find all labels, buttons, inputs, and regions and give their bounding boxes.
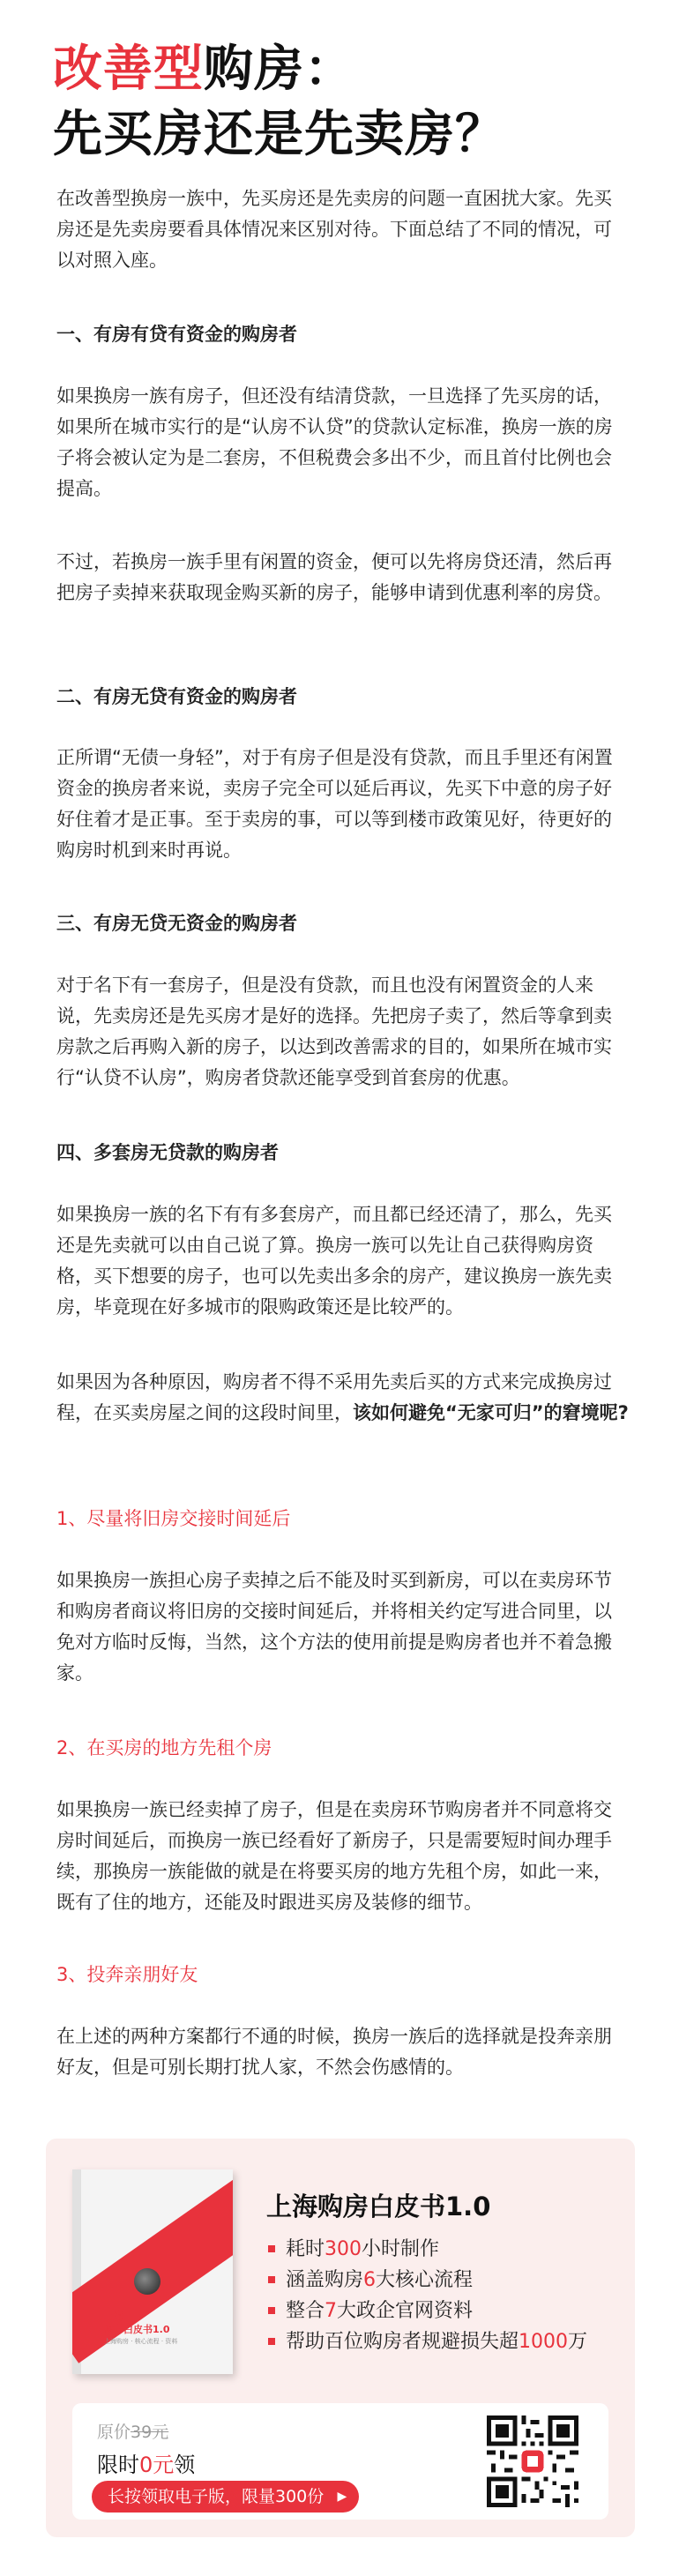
tip-3-heading: 3、投奔亲朋好友 <box>56 1964 198 1985</box>
limited-offer-prefix: 限时 <box>97 2453 139 2477</box>
section-3-paragraph: 对于名下有一套房子，但是没有贷款，而且也没有闲置资金的人来说，先卖房还是先买房才是好的选择。先把房子卖了，然后等拿到卖房款之后再购入新的房子，以达到改善需求的目的，如果所在城市实行“认贷不认房”，购房者贷款还能享受到首套房的优惠。 <box>56 974 612 1088</box>
section-2-paragraph: 正所谓“无债一身轻”，对于有房子但是没有贷款，而且手里还有闲置资金的换房者来说，卖房子完全可以延后再议，先买下中意的房子好好住着才是正事。至于卖房的事，可以等到楼市政策见好，待更好的购房时机到来时再说。 <box>56 747 613 861</box>
section-2-heading: 二、有房无贷有资金的购房者 <box>56 686 297 707</box>
section-4-question: 该如何避免“无家可归”的窘境呢? <box>353 1402 629 1423</box>
qr-code-icon[interactable] <box>487 2415 578 2507</box>
feature-highlight: 7 <box>325 2300 338 2322</box>
title-highlight: 改善型 <box>53 41 204 98</box>
feature-text: 耗时 <box>286 2238 325 2260</box>
section-4-paragraph-2-text: 如果因为各种原因，购房者不得不采用先卖后买的方式来完成换房过程，在买卖房屋之间的这段时间里， <box>56 1371 612 1423</box>
tip-2-heading: 2、在买房的地方先租个房 <box>56 1737 272 1758</box>
promo-offer-panel <box>72 2403 608 2520</box>
section-4-paragraph-2 <box>56 1367 630 1429</box>
feature-highlight: 6 <box>363 2269 377 2291</box>
book-ball-icon <box>134 2268 160 2295</box>
intro-paragraph: 在改善型换房一族中，先买房还是先卖房的问题一直困扰大家。先买房还是先卖房要看具体情况来区别对待。下面总结了不同的情况，可以对照入座。 <box>56 188 612 271</box>
original-price-value: 39元 <box>131 2423 169 2442</box>
book-subtitle: 上海购房 · 核心流程 · 资料 <box>104 2338 178 2345</box>
claim-ebook-label: 长按领取电子版，限量300份 <box>108 2487 325 2506</box>
section-1-heading: 一、有房有贷有资金的购房者 <box>56 324 297 345</box>
title-line-2: 先买房还是先卖房？ <box>53 106 505 163</box>
feature-text: 大核心流程 <box>376 2269 474 2291</box>
promo-feature-item <box>266 2265 587 2296</box>
promo-feature-item <box>266 2326 587 2357</box>
feature-text: 小时制作 <box>362 2238 440 2260</box>
claim-ebook-button[interactable] <box>92 2481 359 2513</box>
original-price <box>97 2419 168 2443</box>
book-title-line-2: 购房白皮书1.0 <box>104 2324 170 2335</box>
whitepaper-promo-card[interactable] <box>46 2139 635 2537</box>
promo-feature-list <box>266 2234 587 2357</box>
tip-3-paragraph: 在上述的两种方案都行不通的时候，换房一族后的选择就是投奔亲朋好友，但是可别长期打扰人家，不然会伤感情的。 <box>56 2026 612 2078</box>
promo-card-title: 上海购房白皮书1.0 <box>266 2191 491 2221</box>
feature-text: 涵盖购房 <box>286 2269 364 2291</box>
whitepaper-book-cover <box>72 2169 233 2374</box>
book-title-line-1: 上海 <box>104 2311 123 2322</box>
limited-offer <box>97 2447 195 2478</box>
article-title <box>53 37 653 168</box>
feature-highlight: 300 <box>325 2238 362 2260</box>
feature-text: 大政企官网资料 <box>337 2300 474 2322</box>
feature-text: 整合 <box>286 2300 325 2322</box>
tip-2-paragraph: 如果换房一族已经卖掉了房子，但是在卖房环节购房者并不同意将交房时间延后，而换房一族已经看好了新房子，只是需要短时间办理手续，那换房一族能做的就是在将要买房的地方先租个房，如此一来，既有了住的地方，还能及时跟进买房及装修的细节。 <box>56 1799 612 1913</box>
limited-offer-suffix: 领 <box>174 2453 196 2477</box>
tip-1-heading: 1、尽量将旧房交接时间延后 <box>56 1508 291 1529</box>
section-4-heading: 四、多套房无贷款的购房者 <box>56 1142 279 1163</box>
section-1-paragraph-1: 如果换房一族有房子，但还没有结清贷款，一旦选择了先买房的话，如果所在城市实行的是“认房不认贷”的贷款认定标准，换房一族的房子将会被认定为是二套房，不但税费会多出不少，而且首付比例也会提高。 <box>56 385 613 499</box>
promo-feature-item <box>266 2296 587 2326</box>
original-price-label: 原价 <box>97 2423 131 2442</box>
feature-text: 帮助百位购房者规避损失超 <box>286 2331 519 2353</box>
section-1-paragraph-2: 不过，若换房一族手里有闲置的资金，便可以先将房贷还清，然后再把房子卖掉来获取现金购买新的房子，能够申请到优惠利率的房贷。 <box>56 551 612 603</box>
limited-offer-price: 0元 <box>139 2453 175 2477</box>
tip-1-paragraph: 如果换房一族担心房子卖掉之后不能及时买到新房，可以在卖房环节和购房者商议将旧房的交接时间延后，并将相关约定写进合同里，以免对方临时反悔，当然，这个方法的使用前提是购房者也并不着急搬家。 <box>56 1570 612 1684</box>
title-line-1-rest: 购房： <box>204 41 354 98</box>
section-3-heading: 三、有房无贷无资金的购房者 <box>56 913 297 934</box>
feature-text: 万 <box>568 2331 588 2353</box>
feature-highlight: 1000 <box>519 2331 569 2353</box>
section-4-paragraph-1: 如果换房一族的名下有有多套房产，而且都已经还清了，那么，先买还是先卖就可以由自己说了算。换房一族可以先让自己获得购房资格，买下想要的房子，也可以先卖出多余的房产，建议换房一族先卖房，毕竟现在好多城市的限购政策还是比较严的。 <box>56 1204 612 1318</box>
promo-feature-item <box>266 2234 587 2265</box>
chevron-right-icon: ▶ <box>337 2490 347 2504</box>
title-line-1 <box>53 37 653 102</box>
